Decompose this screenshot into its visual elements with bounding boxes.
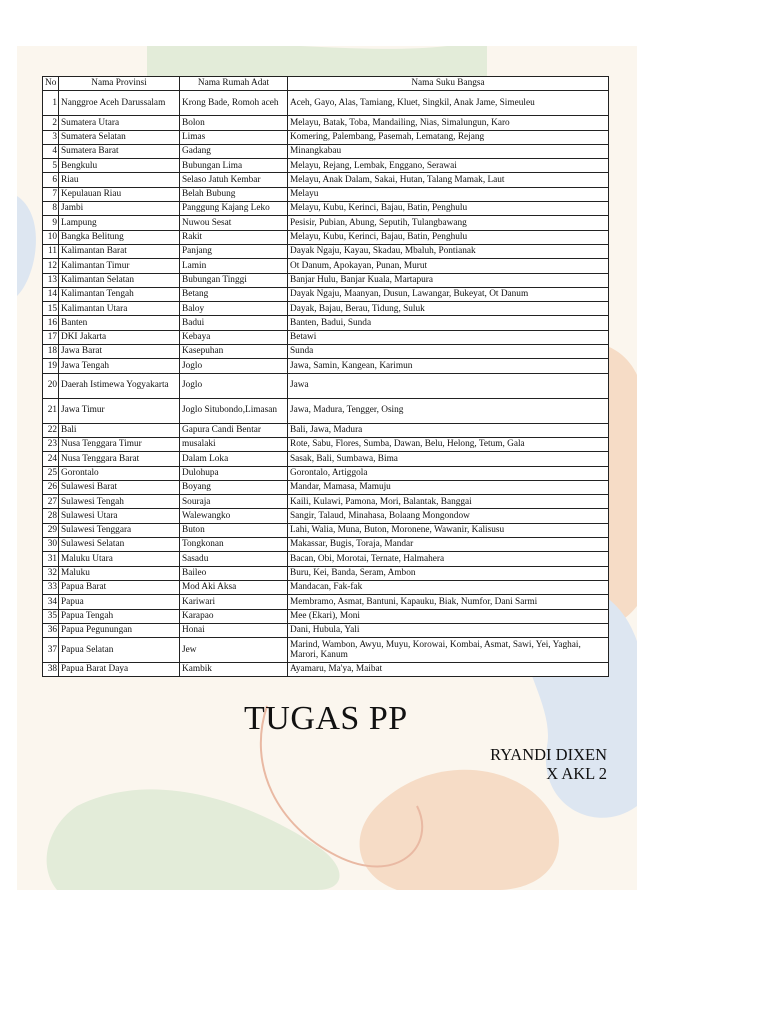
cell-province: Kepulauan Riau bbox=[59, 187, 180, 201]
cell-province: Sulawesi Barat bbox=[59, 480, 180, 494]
cell-province: Lampung bbox=[59, 216, 180, 230]
cell-ethnic-groups: Mee (Ekari), Moni bbox=[288, 609, 609, 623]
cell-no: 1 bbox=[43, 91, 59, 116]
table-row bbox=[43, 202, 609, 216]
cell-province: Papua Barat Daya bbox=[59, 663, 180, 677]
page-title: TUGAS PP bbox=[244, 700, 408, 737]
table-body bbox=[43, 91, 609, 677]
table-row bbox=[43, 552, 609, 566]
table-row bbox=[43, 316, 609, 330]
table-row bbox=[43, 538, 609, 552]
cell-house: Belah Bubung bbox=[180, 187, 288, 201]
cell-province: Kalimantan Barat bbox=[59, 244, 180, 258]
table-row bbox=[43, 623, 609, 637]
cell-province: Jawa Barat bbox=[59, 345, 180, 359]
cell-province: Sumatera Barat bbox=[59, 144, 180, 158]
cell-no: 37 bbox=[43, 638, 59, 663]
cell-ethnic-groups: Jawa, Samin, Kangean, Karimun bbox=[288, 359, 609, 373]
header-province: Nama Provinsi bbox=[59, 77, 180, 91]
cell-ethnic-groups: Gorontalo, Artiggola bbox=[288, 466, 609, 480]
cell-house: Betang bbox=[180, 287, 288, 301]
table-header-row bbox=[43, 77, 609, 91]
cell-no: 9 bbox=[43, 216, 59, 230]
cell-ethnic-groups: Sangir, Talaud, Minahasa, Bolaang Mongondow bbox=[288, 509, 609, 523]
cell-province: Bangka Belitung bbox=[59, 230, 180, 244]
table-row bbox=[43, 159, 609, 173]
header-no: No bbox=[43, 77, 59, 91]
cell-ethnic-groups: Banjar Hulu, Banjar Kuala, Martapura bbox=[288, 273, 609, 287]
table-row bbox=[43, 273, 609, 287]
cell-ethnic-groups: Makassar, Bugis, Toraja, Mandar bbox=[288, 538, 609, 552]
cell-ethnic-groups: Ot Danum, Apokayan, Punan, Murut bbox=[288, 259, 609, 273]
header-house: Nama Rumah Adat bbox=[180, 77, 288, 91]
table-row bbox=[43, 345, 609, 359]
table-row bbox=[43, 116, 609, 130]
cell-ethnic-groups: Aceh, Gayo, Alas, Tamiang, Kluet, Singkil, Anak Jame, Simeuleu bbox=[288, 91, 609, 116]
cell-house: Mod Aki Aksa bbox=[180, 580, 288, 594]
author-class: X AKL 2 bbox=[546, 764, 607, 783]
table-row bbox=[43, 480, 609, 494]
cell-no: 33 bbox=[43, 580, 59, 594]
cell-ethnic-groups: Kaili, Kulawi, Pamona, Mori, Balantak, Banggai bbox=[288, 495, 609, 509]
cell-no: 8 bbox=[43, 202, 59, 216]
cell-province: Nusa Tenggara Barat bbox=[59, 452, 180, 466]
cell-province: Nusa Tenggara Timur bbox=[59, 437, 180, 451]
cell-no: 16 bbox=[43, 316, 59, 330]
cell-house: Gapura Candi Bentar bbox=[180, 423, 288, 437]
table-row bbox=[43, 495, 609, 509]
cell-ethnic-groups: Melayu, Kubu, Kerinci, Bajau, Batin, Penghulu bbox=[288, 230, 609, 244]
cell-ethnic-groups: Ayamaru, Ma'ya, Maibat bbox=[288, 663, 609, 677]
table-row bbox=[43, 91, 609, 116]
cell-house: Badui bbox=[180, 316, 288, 330]
cell-province: Maluku bbox=[59, 566, 180, 580]
table-row bbox=[43, 609, 609, 623]
cell-house: Joglo bbox=[180, 373, 288, 398]
cell-no: 27 bbox=[43, 495, 59, 509]
cell-no: 2 bbox=[43, 116, 59, 130]
author-block bbox=[490, 745, 607, 783]
cell-province: Jawa Timur bbox=[59, 398, 180, 423]
cell-house: Selaso Jatuh Kembar bbox=[180, 173, 288, 187]
cell-province: Jambi bbox=[59, 202, 180, 216]
cell-ethnic-groups: Melayu, Kubu, Kerinci, Bajau, Batin, Penghulu bbox=[288, 202, 609, 216]
cell-ethnic-groups: Membramo, Asmat, Bantuni, Kapauku, Biak, Numfor, Dani Sarmi bbox=[288, 595, 609, 609]
cell-no: 29 bbox=[43, 523, 59, 537]
cell-no: 18 bbox=[43, 345, 59, 359]
table-row bbox=[43, 259, 609, 273]
peach-bottom-shape bbox=[360, 770, 559, 890]
cell-house: Walewangko bbox=[180, 509, 288, 523]
cell-house: Krong Bade, Romoh aceh bbox=[180, 91, 288, 116]
cell-house: Tongkonan bbox=[180, 538, 288, 552]
table-row bbox=[43, 373, 609, 398]
document-page bbox=[17, 46, 637, 890]
cell-no: 24 bbox=[43, 452, 59, 466]
cell-house: Dalam Loka bbox=[180, 452, 288, 466]
cell-house: Kariwari bbox=[180, 595, 288, 609]
cell-no: 34 bbox=[43, 595, 59, 609]
table-row bbox=[43, 423, 609, 437]
cell-no: 21 bbox=[43, 398, 59, 423]
cell-no: 7 bbox=[43, 187, 59, 201]
cell-province: Sulawesi Tengah bbox=[59, 495, 180, 509]
cell-no: 32 bbox=[43, 566, 59, 580]
cell-house: Joglo bbox=[180, 359, 288, 373]
cell-house: Kambik bbox=[180, 663, 288, 677]
cell-house: Buton bbox=[180, 523, 288, 537]
cell-province: Sulawesi Tenggara bbox=[59, 523, 180, 537]
cell-house: Joglo Situbondo,Limasan bbox=[180, 398, 288, 423]
cell-no: 22 bbox=[43, 423, 59, 437]
cell-no: 36 bbox=[43, 623, 59, 637]
province-table-container bbox=[42, 76, 608, 677]
cell-ethnic-groups: Dani, Hubula, Yali bbox=[288, 623, 609, 637]
cell-no: 11 bbox=[43, 244, 59, 258]
table-row bbox=[43, 187, 609, 201]
cell-no: 12 bbox=[43, 259, 59, 273]
cell-province: Sumatera Selatan bbox=[59, 130, 180, 144]
cell-no: 15 bbox=[43, 302, 59, 316]
table-row bbox=[43, 452, 609, 466]
table-row bbox=[43, 173, 609, 187]
table-row bbox=[43, 523, 609, 537]
cell-house: Jew bbox=[180, 638, 288, 663]
table-row bbox=[43, 398, 609, 423]
cell-house: Nuwou Sesat bbox=[180, 216, 288, 230]
cell-ethnic-groups: Mandar, Mamasa, Mamuju bbox=[288, 480, 609, 494]
table-row bbox=[43, 580, 609, 594]
cell-province: Sulawesi Selatan bbox=[59, 538, 180, 552]
cell-house: musalaki bbox=[180, 437, 288, 451]
cell-province: Papua Selatan bbox=[59, 638, 180, 663]
cell-province: Sulawesi Utara bbox=[59, 509, 180, 523]
table-row bbox=[43, 466, 609, 480]
cell-no: 20 bbox=[43, 373, 59, 398]
cell-no: 3 bbox=[43, 130, 59, 144]
cell-ethnic-groups: Minangkabau bbox=[288, 144, 609, 158]
table-row bbox=[43, 144, 609, 158]
table-row bbox=[43, 437, 609, 451]
cell-house: Karapao bbox=[180, 609, 288, 623]
cell-house: Baileo bbox=[180, 566, 288, 580]
cell-ethnic-groups: Banten, Badui, Sunda bbox=[288, 316, 609, 330]
cell-no: 13 bbox=[43, 273, 59, 287]
table-row bbox=[43, 663, 609, 677]
cell-house: Kebaya bbox=[180, 330, 288, 344]
cell-ethnic-groups: Dayak Ngaju, Kayau, Skadau, Mbaluh, Pontianak bbox=[288, 244, 609, 258]
table-row bbox=[43, 230, 609, 244]
cell-ethnic-groups: Lahi, Walia, Muna, Buton, Moronene, Wawanir, Kalisusu bbox=[288, 523, 609, 537]
cell-no: 6 bbox=[43, 173, 59, 187]
cell-province: Kalimantan Tengah bbox=[59, 287, 180, 301]
cell-province: Daerah Istimewa Yogyakarta bbox=[59, 373, 180, 398]
cell-province: Kalimantan Utara bbox=[59, 302, 180, 316]
cell-house: Panjang bbox=[180, 244, 288, 258]
cell-ethnic-groups: Melayu, Anak Dalam, Sakai, Hutan, Talang Mamak, Laut bbox=[288, 173, 609, 187]
cell-house: Souraja bbox=[180, 495, 288, 509]
table-row bbox=[43, 330, 609, 344]
left-blob-shape bbox=[17, 196, 36, 296]
cell-province: Papua Tengah bbox=[59, 609, 180, 623]
table-row bbox=[43, 302, 609, 316]
cell-ethnic-groups: Dayak, Bajau, Berau, Tidung, Suluk bbox=[288, 302, 609, 316]
cell-house: Boyang bbox=[180, 480, 288, 494]
cell-province: Bali bbox=[59, 423, 180, 437]
cell-house: Kasepuhan bbox=[180, 345, 288, 359]
cell-no: 23 bbox=[43, 437, 59, 451]
cell-province: DKI Jakarta bbox=[59, 330, 180, 344]
cell-no: 10 bbox=[43, 230, 59, 244]
table-row bbox=[43, 638, 609, 663]
cell-house: Bubungan Lima bbox=[180, 159, 288, 173]
cell-province: Banten bbox=[59, 316, 180, 330]
cell-ethnic-groups: Mandacan, Fak-fak bbox=[288, 580, 609, 594]
cell-house: Bolon bbox=[180, 116, 288, 130]
cell-no: 14 bbox=[43, 287, 59, 301]
cell-house: Baloy bbox=[180, 302, 288, 316]
cell-province: Jawa Tengah bbox=[59, 359, 180, 373]
cell-province: Sumatera Utara bbox=[59, 116, 180, 130]
cell-ethnic-groups: Pesisir, Pubian, Abung, Seputih, Tulangbawang bbox=[288, 216, 609, 230]
cell-province: Papua Barat bbox=[59, 580, 180, 594]
table-row bbox=[43, 244, 609, 258]
cell-house: Dulohupa bbox=[180, 466, 288, 480]
cell-house: Limas bbox=[180, 130, 288, 144]
cell-province: Bengkulu bbox=[59, 159, 180, 173]
cell-no: 30 bbox=[43, 538, 59, 552]
table-row bbox=[43, 359, 609, 373]
cell-ethnic-groups: Jawa bbox=[288, 373, 609, 398]
cell-ethnic-groups: Marind, Wambon, Awyu, Muyu, Korowai, Kombai, Asmat, Sawi, Yei, Yaghai, Marori, Kanum bbox=[288, 638, 609, 663]
author-name: RYANDI DIXEN bbox=[490, 745, 607, 764]
cell-ethnic-groups: Rote, Sabu, Flores, Sumba, Dawan, Belu, Helong, Tetum, Gala bbox=[288, 437, 609, 451]
cell-no: 19 bbox=[43, 359, 59, 373]
cell-no: 5 bbox=[43, 159, 59, 173]
table-row bbox=[43, 509, 609, 523]
cell-ethnic-groups: Dayak Ngaju, Maanyan, Dusun, Lawangar, Bukeyat, Ot Danum bbox=[288, 287, 609, 301]
cell-province: Papua Pegunungan bbox=[59, 623, 180, 637]
cell-ethnic-groups: Melayu bbox=[288, 187, 609, 201]
cell-no: 17 bbox=[43, 330, 59, 344]
cell-province: Kalimantan Selatan bbox=[59, 273, 180, 287]
cell-house: Rakit bbox=[180, 230, 288, 244]
cell-ethnic-groups: Melayu, Batak, Toba, Mandailing, Nias, Simalungun, Karo bbox=[288, 116, 609, 130]
cell-house: Lamin bbox=[180, 259, 288, 273]
cell-province: Papua bbox=[59, 595, 180, 609]
cell-ethnic-groups: Buru, Kei, Banda, Seram, Ambon bbox=[288, 566, 609, 580]
cell-ethnic-groups: Jawa, Madura, Tengger, Osing bbox=[288, 398, 609, 423]
province-table bbox=[42, 76, 609, 677]
cell-house: Honai bbox=[180, 623, 288, 637]
cell-ethnic-groups: Komering, Palembang, Pasemah, Lematang, Rejang bbox=[288, 130, 609, 144]
cell-no: 25 bbox=[43, 466, 59, 480]
cell-province: Riau bbox=[59, 173, 180, 187]
cell-no: 26 bbox=[43, 480, 59, 494]
cell-house: Gadang bbox=[180, 144, 288, 158]
table-row bbox=[43, 566, 609, 580]
cell-no: 31 bbox=[43, 552, 59, 566]
table-row bbox=[43, 595, 609, 609]
cell-ethnic-groups: Melayu, Rejang, Lembak, Enggano, Serawai bbox=[288, 159, 609, 173]
cell-no: 35 bbox=[43, 609, 59, 623]
cell-ethnic-groups: Sunda bbox=[288, 345, 609, 359]
cell-no: 4 bbox=[43, 144, 59, 158]
cell-no: 28 bbox=[43, 509, 59, 523]
cell-ethnic-groups: Betawi bbox=[288, 330, 609, 344]
cell-ethnic-groups: Bali, Jawa, Madura bbox=[288, 423, 609, 437]
cell-province: Kalimantan Timur bbox=[59, 259, 180, 273]
cell-province: Maluku Utara bbox=[59, 552, 180, 566]
table-row bbox=[43, 130, 609, 144]
cell-no: 38 bbox=[43, 663, 59, 677]
cell-house: Sasadu bbox=[180, 552, 288, 566]
cell-ethnic-groups: Bacan, Obi, Morotai, Ternate, Halmahera bbox=[288, 552, 609, 566]
header-ethnic-groups: Nama Suku Bangsa bbox=[288, 77, 609, 91]
cell-province: Nanggroe Aceh Darussalam bbox=[59, 91, 180, 116]
cell-province: Gorontalo bbox=[59, 466, 180, 480]
table-row bbox=[43, 287, 609, 301]
cell-house: Bubungan Tinggi bbox=[180, 273, 288, 287]
green-bottom-shape bbox=[47, 789, 340, 890]
table-row bbox=[43, 216, 609, 230]
cell-house: Panggung Kajang Leko bbox=[180, 202, 288, 216]
cell-ethnic-groups: Sasak, Bali, Sumbawa, Bima bbox=[288, 452, 609, 466]
